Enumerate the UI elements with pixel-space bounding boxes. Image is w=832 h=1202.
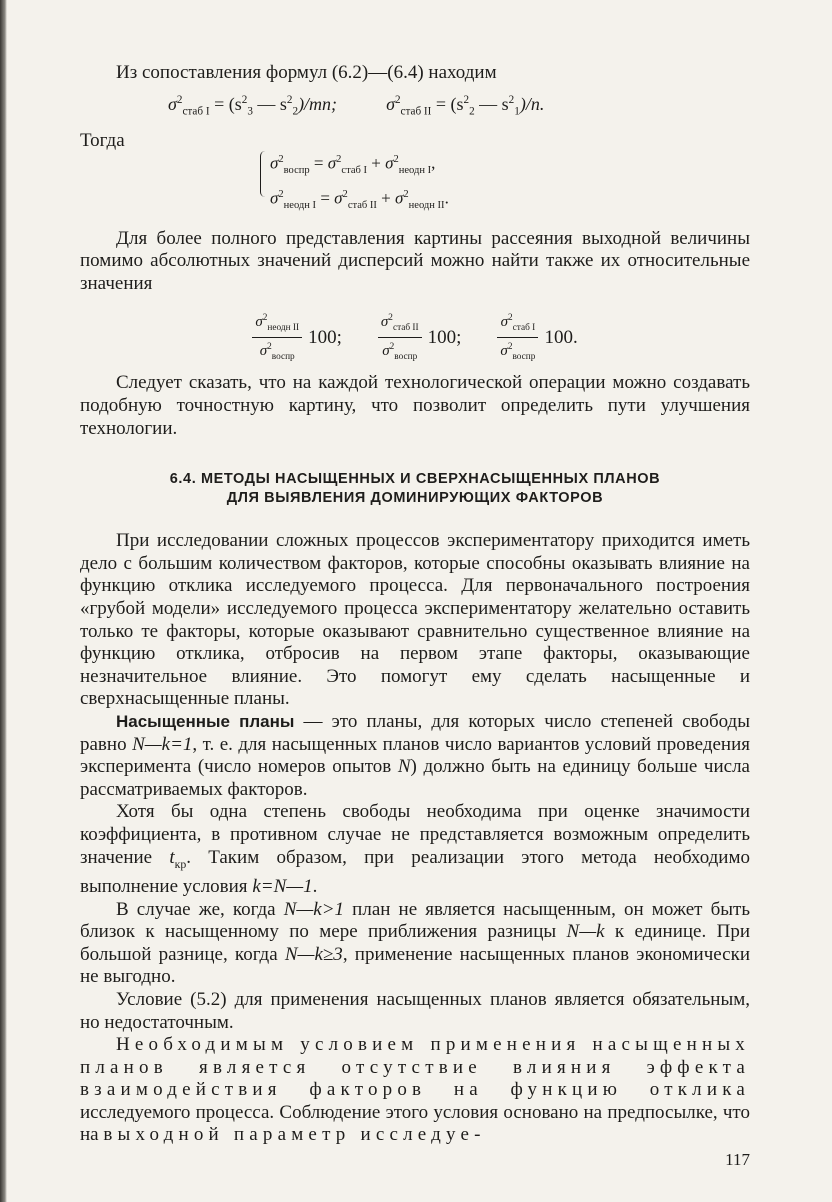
page-body [80,62,750,1147]
fraction-2: $\frac{\sigma^2_{стаб II}}{\sigma^2_{воспр}}$ 100; [378,309,462,366]
paragraph-near-saturated: В случае же, когда N—k>1 план не является насыщенным, он может быть близок к насыщенному по мере приближения разницы N—k к единице. При большой разнице, когда N—k≥3, применение насыщенных планов экономически не выгодно. [80,898,751,988]
page-number: 117 [725,1150,750,1169]
paragraph-necessary-condition: Необходимым условием применения насыщенных планов является отсутствие влияния эффекта взаимодействия факторов на функцию отклика исследуемого процесса. Соблюдение этого условия основано на предпосылке, что на выходной параметр исследуе- [80,1034,750,1146]
paragraph-condition: Условие (5.2) для применения насыщенных планов является обязательным, но недостаточным. [80,988,750,1033]
relative-fractions [80,309,750,366]
book-spine-shadow [0,0,7,1202]
paragraph-saturated-plans: Насыщенные планы — это планы, для которых число степеней свободы равно N—k=1, т. е. для насыщенных планов число вариантов условий проведения эксперимента (число номеров опытов N) должно быть на единицу больше числа рассматриваемых факторов. [80,711,751,800]
intro-line: Из сопоставления формул (6.2)—(6.4) находим [116,62,497,83]
equation-system [260,148,750,218]
paragraph-degree-of-freedom: Хотя бы одна степень свободы необходима при оценке значимости коэффициента, в противном случае не представляется возможным определить значение $t_{кр}$. Таким образом, при реализации этого метода необходимо выполнение условия k=N—1. [80,801,751,897]
formula-variance-stab: $\sigma^2_{стаб I} = (s^2_3$ — $s^2_2)/mn$; $\sigma^2_{стаб II} = (s^2_2$ — $s^2_1)/n$. [168,94,545,118]
section-heading: 6.4. МЕТОДЫ НАСЫЩЕННЫХ И СВЕРХНАСЫЩЕННЫХ ПЛАНОВ ДЛЯ ВЫЯВЛЕНИЯ ДОМИНИРУЮЩИХ ФАКТОРОВ [169,471,661,507]
paragraph-relative-values: Для более полного представления картины рассеяния выходной величины помимо абсолютных значений дисперсий можно найти также их относительные значения [80,227,750,294]
system-row-1: $\sigma^2_{воспр} = \sigma^2_{стаб I} + \sigma^2_{неодн I}$, [270,153,436,176]
fraction-3: $\frac{\sigma^2_{стаб I}}{\sigma^2_{воспр}}$ 100. [497,309,577,366]
paragraph-conclusion: Следует сказать, что на каждой технологической операции можно создавать подобную точностную картину, что позволит определить пути улучшения технологии. [80,372,750,439]
paragraph-research: При исследовании сложных процессов экспериментатору приходится иметь дело с большим количеством факторов, которые способны оказывать влияние на функцию отклика исследуемого процесса. Для первоначального построения «грубой модели» исследуемого процесса экспериментатору желательно оставить только те факторы, которые оказывают сравнительно существенное влияние на функцию отклика, отбросив на первом этапе факторы, оказывающие незначительное влияние. Это помогут ему сделать насыщенные и сверхнасыщенные планы. [80,530,750,710]
togda-label: Тогда [80,129,125,151]
system-row-2: $\sigma^2_{неодн I} = \sigma^2_{стаб II} + \sigma^2_{неодн II}$. [270,188,449,211]
fraction-1: $\frac{\sigma^2_{неодн II}}{\sigma^2_{воспр}}$ 100; [252,309,342,366]
system-brace [260,151,267,197]
